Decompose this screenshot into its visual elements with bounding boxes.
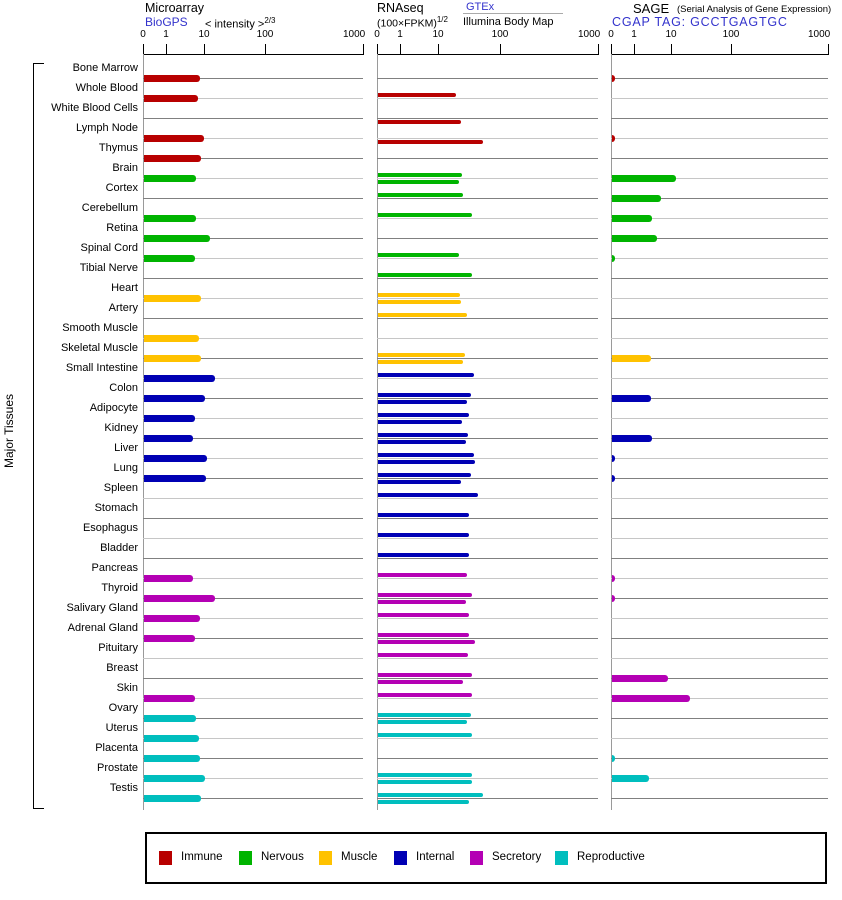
tick-label: 1000 — [342, 29, 366, 40]
row-line — [377, 598, 598, 599]
bar — [378, 780, 472, 784]
tick-label: 0 — [140, 29, 146, 40]
tissue-label: Testis — [109, 782, 138, 794]
bar — [144, 155, 201, 162]
row-line — [611, 138, 828, 139]
bar — [378, 593, 472, 597]
row-line — [611, 658, 828, 659]
tissue-label: Placenta — [95, 742, 138, 754]
bar — [612, 695, 690, 702]
bar — [612, 435, 652, 442]
bar — [378, 633, 469, 637]
tissue-label: Liver — [114, 442, 138, 454]
row-line — [377, 278, 598, 279]
bar — [378, 480, 461, 484]
bar — [378, 600, 466, 604]
row-line — [377, 518, 598, 519]
bar — [378, 680, 463, 684]
legend-swatch — [319, 851, 332, 865]
row-line — [611, 458, 828, 459]
axis-tick — [166, 44, 167, 54]
row-line — [377, 338, 598, 339]
bracket-vertical — [33, 63, 34, 809]
row-line — [611, 598, 828, 599]
bar — [378, 400, 467, 404]
bar — [612, 575, 615, 582]
bar — [612, 75, 615, 82]
tick-label: 1 — [163, 29, 169, 40]
bar — [612, 135, 615, 142]
tissue-label: Smooth Muscle — [62, 322, 138, 334]
row-line — [377, 718, 598, 719]
bar — [612, 255, 615, 262]
bar — [378, 293, 460, 297]
legend-label: Nervous — [261, 851, 304, 863]
row-line — [611, 318, 828, 319]
bar — [144, 295, 201, 302]
major-tissues-label: Major Tissues — [2, 393, 16, 469]
row-line — [611, 158, 828, 159]
row-line — [143, 678, 363, 679]
row-line — [377, 698, 598, 699]
axis-tick — [204, 44, 205, 54]
tick-label: 1 — [631, 29, 637, 40]
row-line — [611, 78, 828, 79]
row-line — [611, 338, 828, 339]
bar — [144, 375, 215, 382]
bar — [612, 235, 657, 242]
bar — [144, 75, 200, 82]
bar — [378, 313, 467, 317]
bar — [144, 355, 201, 362]
bar — [378, 460, 475, 464]
bar — [378, 193, 463, 197]
tissue-label: Skeletal Muscle — [60, 342, 138, 354]
bar — [378, 773, 472, 777]
bar — [612, 395, 651, 402]
bar — [378, 440, 466, 444]
bar — [612, 455, 615, 462]
tick-label: 0 — [608, 29, 614, 40]
legend — [145, 832, 827, 884]
bar — [378, 93, 456, 97]
bar — [378, 300, 461, 304]
axis-tick — [363, 44, 364, 54]
tissue-label: Kidney — [104, 422, 138, 434]
bar — [612, 175, 676, 182]
axis-tick — [500, 44, 501, 54]
bar — [378, 413, 469, 417]
bar — [144, 455, 207, 462]
row-line — [611, 798, 828, 799]
bar — [378, 360, 463, 364]
bar — [144, 795, 201, 802]
bar — [378, 793, 483, 797]
tick-label: 100 — [722, 29, 740, 40]
bar — [144, 335, 199, 342]
tissue-label: White Blood Cells — [51, 102, 138, 114]
sage-title: SAGE — [633, 1, 670, 16]
row-line — [143, 518, 363, 519]
bar — [612, 595, 615, 602]
bar — [144, 435, 193, 442]
bar — [378, 693, 472, 697]
bar — [378, 393, 471, 397]
bar — [378, 253, 459, 257]
row-line — [611, 258, 828, 259]
row-line — [377, 478, 598, 479]
bar — [144, 595, 215, 602]
axis-tick — [265, 44, 266, 54]
rnaseq-title: RNAseq — [377, 1, 424, 15]
row-line — [377, 578, 598, 579]
axis-line — [143, 54, 364, 55]
tick-label: 10 — [665, 29, 677, 40]
row-line — [377, 738, 598, 739]
axis-tick — [438, 44, 439, 54]
illumina-body-map-label: Illumina Body Map — [463, 16, 554, 28]
bar — [144, 695, 195, 702]
microarray-measure: < intensity >$^{2/3}$ — [205, 16, 276, 31]
axis-tick — [143, 44, 144, 54]
tissue-label: Ovary — [108, 702, 138, 714]
tick-label: 1 — [397, 29, 403, 40]
tissue-label: Spleen — [103, 482, 138, 494]
row-line — [377, 438, 598, 439]
tissue-label: Skin — [116, 682, 138, 694]
tissue-label: Lymph Node — [76, 122, 138, 134]
microarray-panel — [140, 0, 366, 815]
bar — [378, 273, 472, 277]
tissue-label: Heart — [111, 282, 138, 294]
tissue-label: Small Intestine — [65, 362, 138, 374]
tissue-label: Lung — [113, 462, 138, 474]
bar — [378, 213, 472, 217]
legend-swatch — [394, 851, 407, 865]
bar — [378, 673, 472, 677]
legend-label: Internal — [416, 851, 455, 863]
cgap-tag-link[interactable]: CGAP TAG: GCCTGAGTGC — [612, 15, 788, 29]
tick-label: 100 — [256, 29, 274, 40]
bar — [378, 373, 474, 377]
tissue-label: Salivary Gland — [66, 602, 138, 614]
row-line — [143, 318, 363, 319]
axis-tick — [634, 44, 635, 54]
bar — [378, 513, 469, 517]
axis-tick — [731, 44, 732, 54]
bar — [378, 653, 468, 657]
tissue-label: Artery — [108, 302, 138, 314]
tissue-label: Cortex — [105, 182, 138, 194]
row-line — [377, 258, 598, 259]
tissue-label: Thymus — [98, 142, 138, 154]
tissue-label: Pancreas — [91, 562, 138, 574]
bar — [144, 255, 195, 262]
bar — [612, 215, 652, 222]
row-line — [611, 758, 828, 759]
bar — [612, 475, 615, 482]
tissue-label: Tibial Nerve — [79, 262, 138, 274]
row-line — [611, 578, 828, 579]
row-line — [611, 518, 828, 519]
tissue-label: Breast — [106, 662, 138, 674]
row-line — [611, 738, 828, 739]
bar — [612, 195, 661, 202]
tissue-label: Stomach — [94, 502, 138, 514]
sage-panel — [608, 0, 831, 815]
row-line — [611, 298, 828, 299]
tissue-label: Spinal Cord — [80, 242, 138, 254]
tissue-label: Adrenal Gland — [67, 622, 138, 634]
bar — [144, 735, 199, 742]
bar — [378, 180, 459, 184]
row-line — [611, 618, 828, 619]
tick-label: 1000 — [807, 29, 831, 40]
row-line — [377, 658, 598, 659]
microarray-exponent: 2/3 — [264, 16, 276, 25]
bar — [378, 140, 483, 144]
bar — [144, 755, 200, 762]
legend-swatch — [159, 851, 172, 865]
legend-label: Secretory — [492, 851, 542, 863]
row-line — [377, 238, 598, 239]
row-line — [377, 758, 598, 759]
tissue-label: Uterus — [105, 722, 138, 734]
row-line — [377, 218, 598, 219]
row-line — [143, 498, 363, 499]
axis-line — [377, 54, 599, 55]
bar — [144, 235, 210, 242]
row-line — [377, 458, 598, 459]
axis-tick — [828, 44, 829, 54]
gtex-link[interactable]: GTEx — [466, 1, 495, 13]
bar — [378, 800, 469, 804]
row-line — [377, 398, 598, 399]
tissue-label: Whole Blood — [75, 82, 138, 94]
row-line — [377, 318, 598, 319]
row-line — [377, 138, 598, 139]
axis-tick — [671, 44, 672, 54]
row-line — [377, 618, 598, 619]
row-line — [143, 118, 363, 119]
tissue-label: Prostate — [97, 762, 138, 774]
row-line — [377, 158, 598, 159]
bar — [144, 775, 205, 782]
bar — [612, 755, 615, 762]
row-line — [611, 278, 828, 279]
row-line — [611, 558, 828, 559]
row-line — [611, 378, 828, 379]
bar — [144, 715, 196, 722]
tick-label: 10 — [432, 29, 444, 40]
bar — [378, 733, 472, 737]
row-line — [611, 478, 828, 479]
tissue-label-column — [38, 0, 138, 815]
tissue-label: Cerebellum — [81, 202, 138, 214]
legend-label: Reproductive — [577, 851, 645, 863]
bar — [378, 573, 467, 577]
row-line — [611, 498, 828, 499]
row-line — [377, 78, 598, 79]
row-line — [611, 638, 828, 639]
row-line — [611, 98, 828, 99]
row-line — [377, 98, 598, 99]
bar — [378, 473, 471, 477]
bar — [144, 615, 200, 622]
bar — [378, 353, 465, 357]
bar — [144, 475, 206, 482]
row-line — [611, 418, 828, 419]
row-line — [377, 778, 598, 779]
sage-subtitle: (Serial Analysis of Gene Expression) — [677, 4, 832, 15]
bar — [378, 720, 467, 724]
bar — [378, 613, 469, 617]
tissue-label: Brain — [112, 162, 138, 174]
tissue-label: Colon — [109, 382, 138, 394]
row-line — [377, 198, 598, 199]
row-line — [377, 538, 598, 539]
row-line — [377, 358, 598, 359]
tick-label: 0 — [374, 29, 380, 40]
row-line — [143, 658, 363, 659]
tick-label: 10 — [198, 29, 210, 40]
bar — [378, 493, 478, 497]
legend-swatch — [470, 851, 483, 865]
bar — [378, 433, 468, 437]
axis-tick — [400, 44, 401, 54]
tick-label: 100 — [491, 29, 509, 40]
bar — [378, 420, 462, 424]
bar — [144, 395, 205, 402]
bar — [144, 635, 195, 642]
bar — [378, 713, 471, 717]
row-line — [377, 498, 598, 499]
axis-tick — [598, 44, 599, 54]
row-line — [611, 538, 828, 539]
row-line — [377, 298, 598, 299]
bar — [144, 215, 196, 222]
tissue-label: Retina — [106, 222, 138, 234]
bar — [378, 453, 474, 457]
legend-swatch — [555, 851, 568, 865]
bar — [144, 575, 193, 582]
bar — [378, 120, 461, 124]
bar — [144, 95, 198, 102]
row-line — [143, 198, 363, 199]
bar — [144, 135, 204, 142]
row-line — [377, 418, 598, 419]
row-line — [377, 638, 598, 639]
tissue-label: Esophagus — [82, 522, 138, 534]
bar — [378, 553, 469, 557]
rnaseq-panel — [374, 0, 601, 815]
row-line — [377, 178, 598, 179]
row-line — [377, 378, 598, 379]
row-line — [611, 718, 828, 719]
bar — [144, 175, 196, 182]
microarray-title: Microarray — [145, 1, 205, 15]
legend-label: Immune — [181, 851, 223, 863]
row-line — [143, 278, 363, 279]
tissue-label: Pituitary — [98, 642, 138, 654]
bar — [612, 355, 651, 362]
bar — [144, 415, 195, 422]
rnaseq-exponent: 1/2 — [436, 15, 448, 24]
row-line — [377, 118, 598, 119]
row-line — [611, 118, 828, 119]
bar — [612, 675, 668, 682]
row-line — [377, 558, 598, 559]
bar — [378, 640, 475, 644]
axis-line — [611, 54, 829, 55]
tissue-label: Bone Marrow — [72, 62, 138, 74]
row-line — [143, 538, 363, 539]
axis-tick — [611, 44, 612, 54]
tissue-label: Bladder — [100, 542, 138, 554]
tick-label: 1000 — [577, 29, 601, 40]
axis-tick — [377, 44, 378, 54]
bar — [378, 173, 462, 177]
row-line — [143, 558, 363, 559]
bar — [378, 533, 469, 537]
tissue-label: Adipocyte — [89, 402, 138, 414]
legend-swatch — [239, 851, 252, 865]
tissue-label: Thyroid — [101, 582, 138, 594]
rnaseq-measure: (100×FPKM)$^{1/2}$ — [377, 15, 448, 30]
biogps-link[interactable]: BioGPS — [145, 15, 188, 29]
row-line — [377, 798, 598, 799]
bar — [612, 775, 649, 782]
legend-label: Muscle — [341, 851, 378, 863]
row-line — [377, 678, 598, 679]
